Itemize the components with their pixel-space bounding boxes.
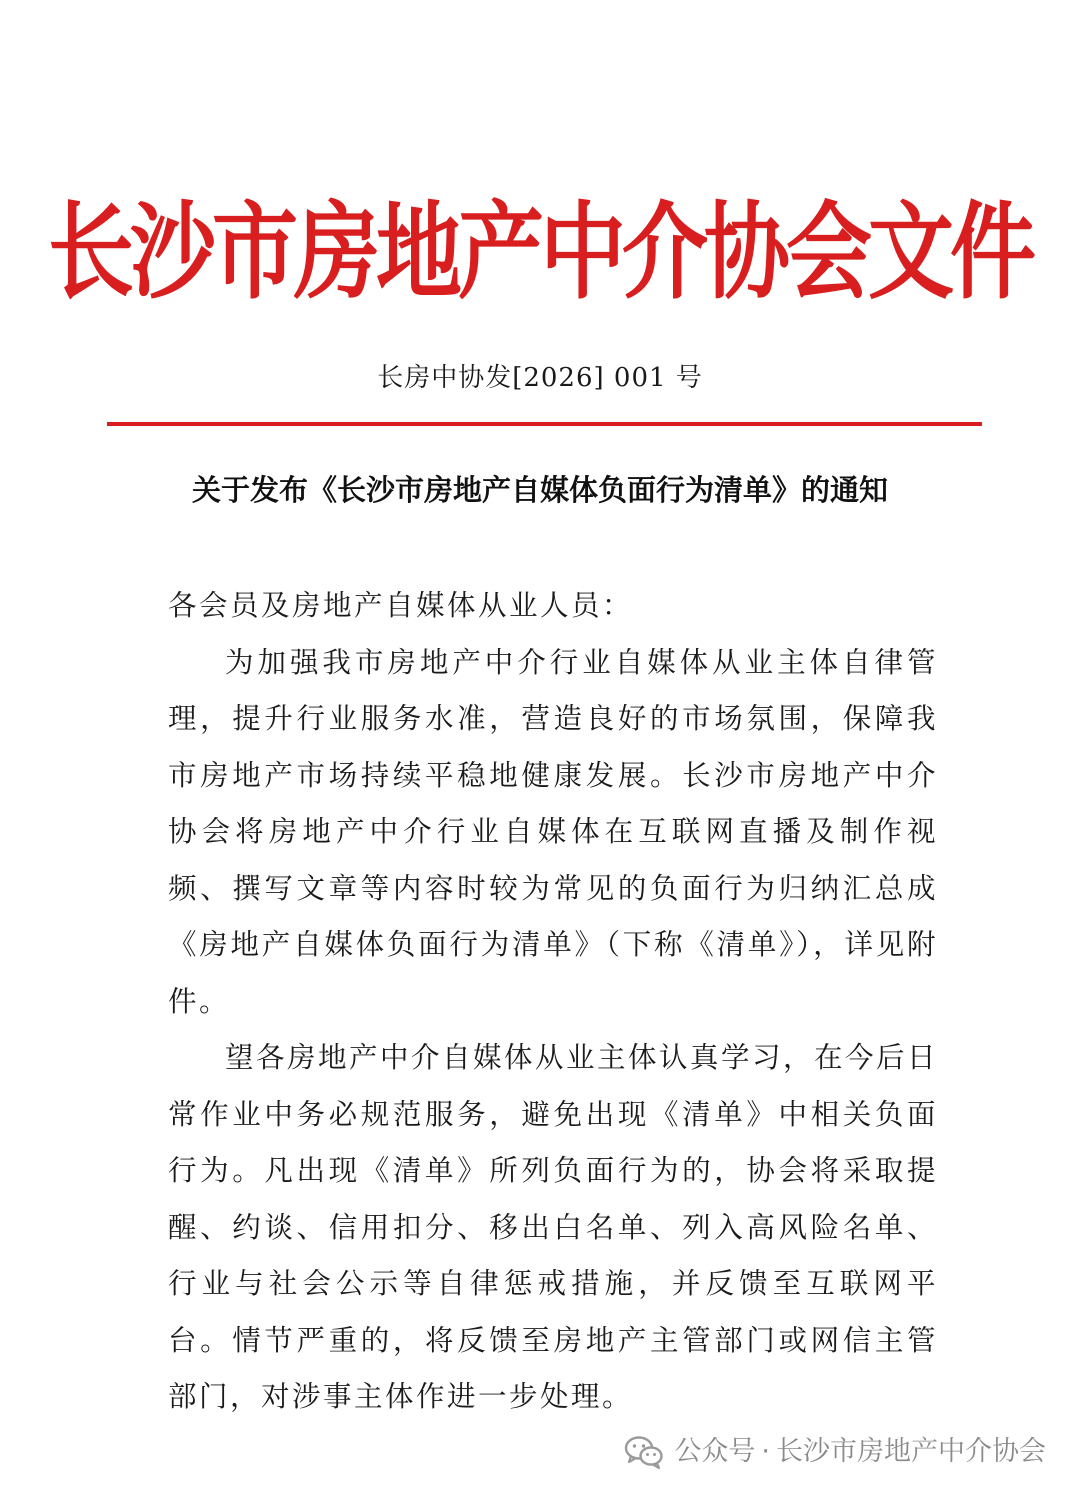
body-paragraph-1: 为加强我市房地产中介行业自媒体从业主体自律管理，提升行业服务水准，营造良好的市场氛围，保障我市房地产市场持续平稳地健康发展。长沙市房地产中介协会将房地产中介行业自媒体在互联网直播及制作视频、撰写文章等内容时较为常见的负面行为归纳汇总成《房地产自媒体负面行为清单》（下称《清单》），详见附件。: [168, 645, 938, 1018]
issuer-header: 长沙市房地产中介协会文件: [48, 190, 1032, 315]
notice-body: [168, 578, 938, 1426]
wechat-icon: [624, 1435, 664, 1469]
watermark-account: 长沙市房地产中介协会: [776, 1436, 1046, 1467]
salutation: 各会员及房地产自媒体从业人员：: [168, 589, 634, 622]
red-divider: [107, 422, 982, 426]
watermark-label: 公众号: [674, 1436, 756, 1467]
document-number: 长房中协发[2026] 001 号: [377, 363, 703, 393]
notice-title: 关于发布《长沙市房地产自媒体负面行为清单》的通知: [191, 473, 888, 507]
body-paragraph-2: 望各房地产中介自媒体从业主体认真学习，在今后日常作业中务必规范服务，避免出现《清单》中相关负面行为。凡出现《清单》所列负面行为的，协会将采取提醒、约谈、信用扣分、移出白名单、列入高风险名单、行业与社会公示等自律惩戒措施，并反馈至互联网平台。情节严重的，将反馈至房地产主管部门或网信主管部门，对涉事主体作进一步处理。: [168, 1041, 939, 1413]
wechat-watermark: [624, 1432, 1046, 1472]
watermark-separator: ·: [761, 1436, 770, 1467]
